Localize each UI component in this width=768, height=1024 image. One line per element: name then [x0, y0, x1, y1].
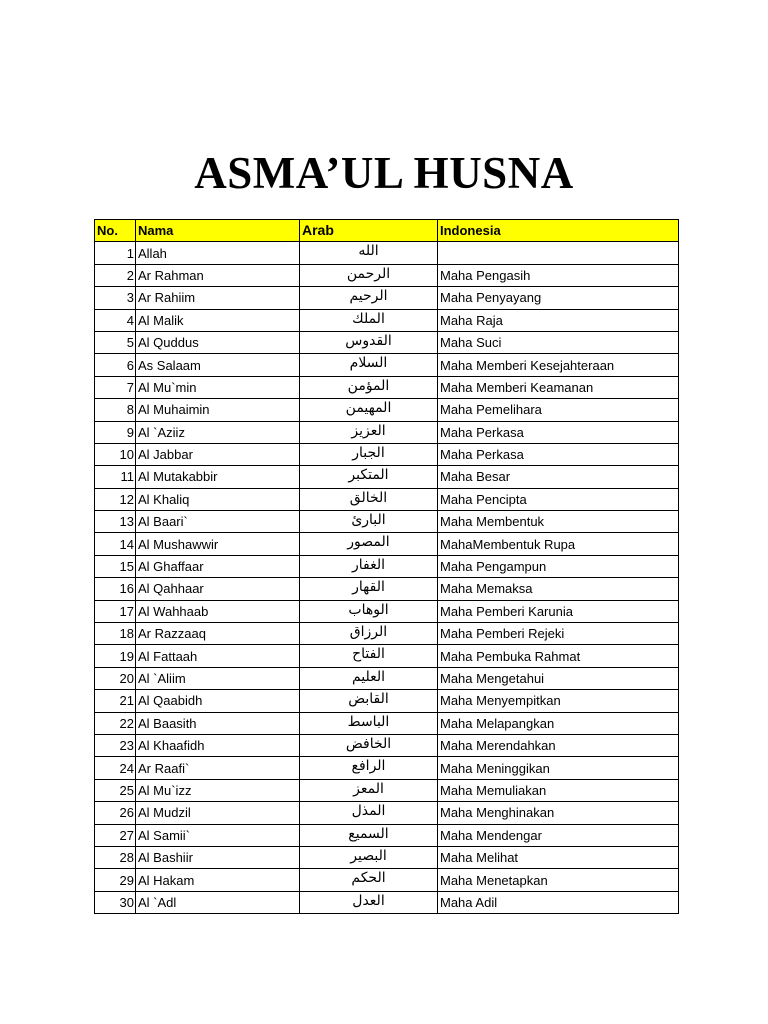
cell-nama: Al Ghaffaar [136, 555, 300, 577]
cell-nama: Al Mudzil [136, 802, 300, 824]
asmaul-husna-table [94, 219, 679, 914]
table-row [95, 645, 679, 667]
cell-nama: Al Jabbar [136, 443, 300, 465]
cell-nama: Al Mu`izz [136, 779, 300, 801]
header-indonesia: Indonesia [438, 220, 679, 242]
cell-nama: Ar Rahiim [136, 287, 300, 309]
table-row [95, 578, 679, 600]
cell-nama: As Salaam [136, 354, 300, 376]
cell-arab: القابض [300, 690, 438, 712]
cell-no: 3 [95, 287, 136, 309]
table-row [95, 331, 679, 353]
cell-no: 26 [95, 802, 136, 824]
cell-indonesia: Maha Mendengar [438, 824, 679, 846]
cell-nama: Al Qahhaar [136, 578, 300, 600]
table-row [95, 869, 679, 891]
cell-indonesia: Maha Memberi Keamanan [438, 376, 679, 398]
cell-arab: الخالق [300, 488, 438, 510]
cell-indonesia: Maha Raja [438, 309, 679, 331]
cell-no: 2 [95, 264, 136, 286]
cell-nama: Al Mutakabbir [136, 466, 300, 488]
table-header-row [95, 220, 679, 242]
cell-indonesia: Maha Membentuk [438, 511, 679, 533]
table-row [95, 309, 679, 331]
cell-no: 18 [95, 623, 136, 645]
cell-indonesia: Maha Besar [438, 466, 679, 488]
cell-indonesia: Maha Pencipta [438, 488, 679, 510]
table-row [95, 600, 679, 622]
cell-indonesia [438, 242, 679, 264]
cell-indonesia: Maha Merendahkan [438, 734, 679, 756]
table-row [95, 846, 679, 868]
cell-indonesia: Maha Melapangkan [438, 712, 679, 734]
cell-no: 15 [95, 555, 136, 577]
cell-no: 19 [95, 645, 136, 667]
cell-arab: المصور [300, 533, 438, 555]
cell-nama: Allah [136, 242, 300, 264]
cell-arab: السلام [300, 354, 438, 376]
cell-arab: البصير [300, 846, 438, 868]
table-row [95, 376, 679, 398]
cell-nama: Al Samii` [136, 824, 300, 846]
cell-indonesia: MahaMembentuk Rupa [438, 533, 679, 555]
table-row [95, 555, 679, 577]
table-row [95, 421, 679, 443]
cell-nama: Ar Razzaaq [136, 623, 300, 645]
cell-nama: Al `Adl [136, 891, 300, 913]
cell-arab: الوهاب [300, 600, 438, 622]
cell-arab: الرزاق [300, 623, 438, 645]
cell-arab: القدوس [300, 331, 438, 353]
cell-nama: Al Wahhaab [136, 600, 300, 622]
cell-nama: Al Mushawwir [136, 533, 300, 555]
cell-arab: الرافع [300, 757, 438, 779]
cell-nama: Al Qaabidh [136, 690, 300, 712]
header-arab: Arab [300, 220, 438, 242]
cell-indonesia: Maha Memuliakan [438, 779, 679, 801]
cell-nama: Al Muhaimin [136, 399, 300, 421]
cell-nama: Al Malik [136, 309, 300, 331]
cell-no: 6 [95, 354, 136, 376]
cell-arab: السميع [300, 824, 438, 846]
table-row [95, 757, 679, 779]
cell-arab: المتكبر [300, 466, 438, 488]
cell-indonesia: Maha Memaksa [438, 578, 679, 600]
cell-indonesia: Maha Perkasa [438, 443, 679, 465]
cell-indonesia: Maha Melihat [438, 846, 679, 868]
cell-nama: Ar Raafi` [136, 757, 300, 779]
table-body [95, 220, 679, 914]
cell-indonesia: Maha Meninggikan [438, 757, 679, 779]
table-row [95, 264, 679, 286]
table-row [95, 623, 679, 645]
cell-no: 22 [95, 712, 136, 734]
cell-arab: الحكم [300, 869, 438, 891]
cell-no: 29 [95, 869, 136, 891]
cell-no: 20 [95, 667, 136, 689]
cell-arab: المؤمن [300, 376, 438, 398]
cell-nama: Al Quddus [136, 331, 300, 353]
cell-indonesia: Maha Suci [438, 331, 679, 353]
table-row [95, 466, 679, 488]
cell-nama: Al Khaliq [136, 488, 300, 510]
cell-no: 14 [95, 533, 136, 555]
cell-no: 7 [95, 376, 136, 398]
table-row [95, 712, 679, 734]
cell-no: 30 [95, 891, 136, 913]
cell-indonesia: Maha Menyempitkan [438, 690, 679, 712]
cell-indonesia: Maha Pemberi Karunia [438, 600, 679, 622]
page-title: ASMA’UL HUSNA [194, 148, 574, 198]
cell-nama: Al Mu`min [136, 376, 300, 398]
cell-nama: Al Bashiir [136, 846, 300, 868]
cell-arab: العدل [300, 891, 438, 913]
cell-no: 4 [95, 309, 136, 331]
cell-arab: الجبار [300, 443, 438, 465]
cell-indonesia: Maha Menetapkan [438, 869, 679, 891]
cell-nama: Al Baasith [136, 712, 300, 734]
header-no: No. [95, 220, 136, 242]
cell-no: 13 [95, 511, 136, 533]
cell-arab: الفتاح [300, 645, 438, 667]
cell-indonesia: Maha Pembuka Rahmat [438, 645, 679, 667]
cell-arab: الرحمن [300, 264, 438, 286]
cell-nama: Al Hakam [136, 869, 300, 891]
cell-no: 23 [95, 734, 136, 756]
cell-no: 8 [95, 399, 136, 421]
cell-no: 10 [95, 443, 136, 465]
cell-arab: العزيز [300, 421, 438, 443]
cell-nama: Al `Aliim [136, 667, 300, 689]
cell-no: 28 [95, 846, 136, 868]
cell-arab: الباسط [300, 712, 438, 734]
cell-indonesia: Maha Pengampun [438, 555, 679, 577]
cell-arab: المعز [300, 779, 438, 801]
cell-no: 11 [95, 466, 136, 488]
header-nama: Nama [136, 220, 300, 242]
cell-no: 21 [95, 690, 136, 712]
cell-arab: العليم [300, 667, 438, 689]
cell-nama: Al Fattaah [136, 645, 300, 667]
cell-no: 24 [95, 757, 136, 779]
table-row [95, 242, 679, 264]
cell-arab: الله [300, 242, 438, 264]
cell-no: 9 [95, 421, 136, 443]
table-row [95, 488, 679, 510]
table-row [95, 891, 679, 913]
cell-no: 1 [95, 242, 136, 264]
cell-arab: المهيمن [300, 399, 438, 421]
cell-indonesia: Maha Pengasih [438, 264, 679, 286]
cell-indonesia: Maha Menghinakan [438, 802, 679, 824]
cell-no: 17 [95, 600, 136, 622]
cell-arab: الغفار [300, 555, 438, 577]
cell-indonesia: Maha Perkasa [438, 421, 679, 443]
cell-arab: الملك [300, 309, 438, 331]
table-row [95, 533, 679, 555]
table-row [95, 287, 679, 309]
cell-indonesia: Maha Penyayang [438, 287, 679, 309]
table-row [95, 443, 679, 465]
cell-indonesia: Maha Mengetahui [438, 667, 679, 689]
table-row [95, 399, 679, 421]
cell-arab: الرحيم [300, 287, 438, 309]
cell-arab: القهار [300, 578, 438, 600]
cell-indonesia: Maha Memberi Kesejahteraan [438, 354, 679, 376]
table-row [95, 824, 679, 846]
table-row [95, 354, 679, 376]
cell-nama: Al Khaafidh [136, 734, 300, 756]
cell-no: 16 [95, 578, 136, 600]
table-row [95, 802, 679, 824]
cell-arab: المذل [300, 802, 438, 824]
table-row [95, 690, 679, 712]
cell-indonesia: Maha Adil [438, 891, 679, 913]
cell-indonesia: Maha Pemelihara [438, 399, 679, 421]
cell-nama: Al Baari` [136, 511, 300, 533]
table-row [95, 511, 679, 533]
cell-arab: الخافض [300, 734, 438, 756]
cell-no: 5 [95, 331, 136, 353]
cell-indonesia: Maha Pemberi Rejeki [438, 623, 679, 645]
table-row [95, 779, 679, 801]
cell-no: 27 [95, 824, 136, 846]
table-row [95, 734, 679, 756]
cell-arab: البارئ [300, 511, 438, 533]
cell-nama: Ar Rahman [136, 264, 300, 286]
cell-nama: Al `Aziiz [136, 421, 300, 443]
cell-no: 12 [95, 488, 136, 510]
table-row [95, 667, 679, 689]
cell-no: 25 [95, 779, 136, 801]
